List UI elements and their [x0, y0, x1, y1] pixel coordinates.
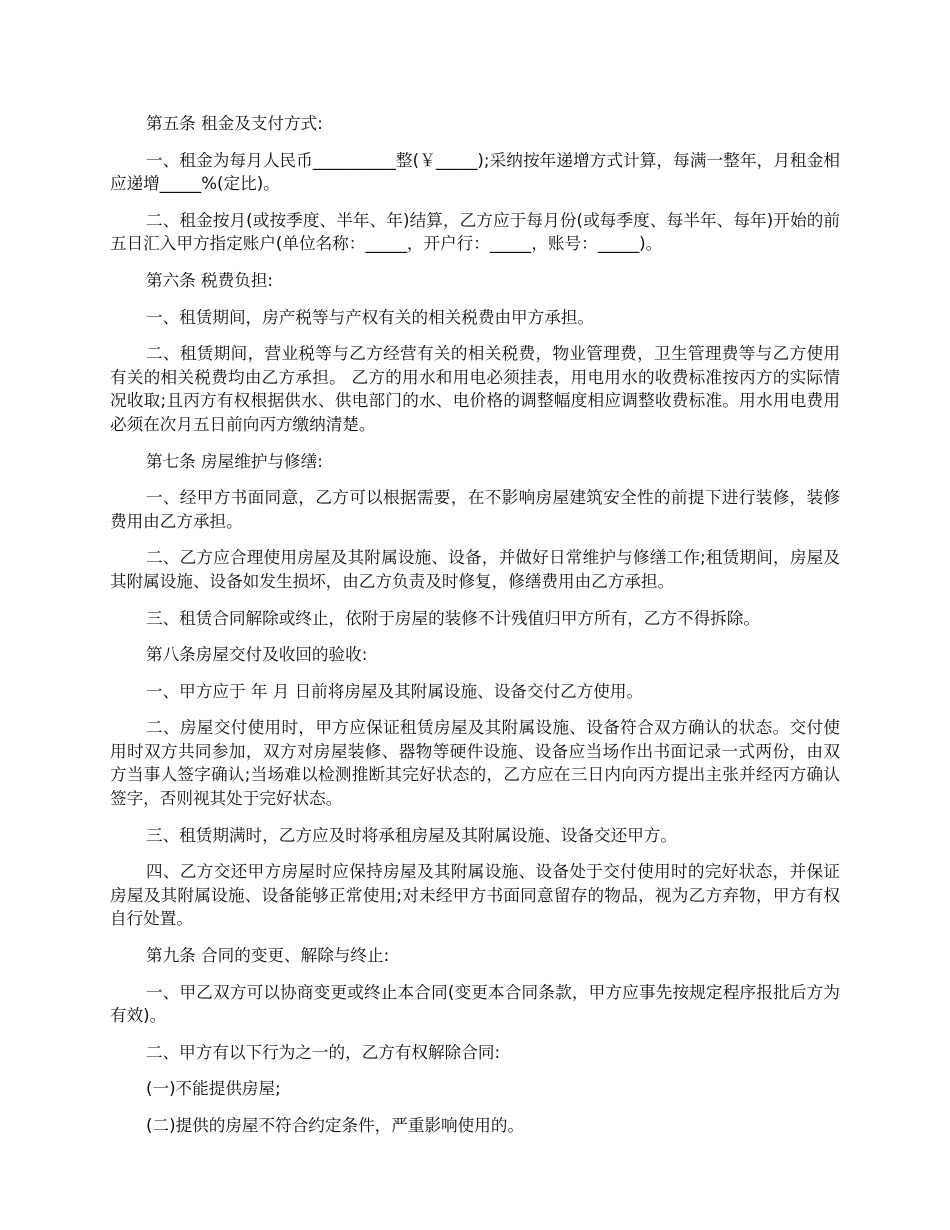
- article-9-item-2: (二)提供的房屋不符合约定条件，严重影响使用的。: [146, 1116, 525, 1135]
- article-9-item-1: (一)不能提供房屋;: [146, 1079, 281, 1099]
- article-6-heading: 第六条 税费负担:: [146, 270, 274, 290]
- article-8-clause-4: 四、乙方交还甲方房屋时应保持房屋及其附属设施、设备处于交付使用时的完好状态，并保证房屋及其附属设施、设备能够正常使用;对未经甲方书面同意留存的物品，视为乙方弃物，甲方有权自行处置。: [110, 862, 840, 929]
- article-5-clause-2: 二、租金按月(或按季度、半年、年)结算，乙方应于每月份(或每季度、每半年、每年)开始的前五日汇入甲方指定账户(单位名称：_____，开户行：_____，账号：_____)。: [110, 210, 840, 254]
- article-8-clause-2: 二、房屋交付使用时，甲方应保证租赁房屋及其附属设施、设备符合双方确认的状态。交付使用时双方共同参加，双方对房屋装修、器物等硬件设施、设备应当场作出书面记录一式两份，由双方当事人签字确认;当场难以检测推断其完好状态的，乙方应在三日内向丙方提出主张并经丙方确认签字，否则视其处于完好状态。: [110, 718, 840, 809]
- article-9-heading: 第九条 合同的变更、解除与终止:: [146, 946, 390, 966]
- article-8-clause-1: 一、甲方应于 年 月 日前将房屋及其附属设施、设备交付乙方使用。: [146, 681, 644, 701]
- article-8-heading: 第八条房屋交付及收回的验收:: [146, 645, 368, 665]
- article-7-clause-1: 一、经甲方书面同意，乙方可以根据需要，在不影响房屋建筑安全性的前提下进行装修，装修费用由乙方承担。: [110, 488, 840, 531]
- article-7-clause-2: 二、乙方应合理使用房屋及其附属设施、设备，并做好日常维护与修缮工作;租赁期间，房屋及其附属设施、设备如发生损坏，由乙方负责及时修复，修缮费用由乙方承担。: [110, 548, 840, 591]
- article-5-clause-1: 一、租金为每月人民币__________整(￥_____);采纳按年递增方式计算，每满一整年，月租金相应递增_____%(定比)。: [110, 150, 840, 194]
- article-7-heading: 第七条 房屋维护与修缮:: [146, 451, 323, 471]
- article-6-clause-1: 一、租赁期间，房产税等与产权有关的相关税费由甲方承担。: [146, 307, 595, 327]
- article-7-clause-3: 三、租赁合同解除或终止，依附于房屋的装修不计残值归甲方所有，乙方不得拆除。: [146, 608, 760, 628]
- article-5-heading: 第五条 租金及支付方式:: [146, 114, 323, 133]
- article-8-clause-3: 三、租赁期满时，乙方应及时将承租房屋及其附属设施、设备交还甲方。: [146, 825, 677, 845]
- document-body: [110, 112, 840, 1151]
- article-9-clause-1: 一、甲乙双方可以协商变更或终止本合同(变更本合同条款，甲方应事先按规定程序报批后方为有效)。: [110, 982, 840, 1026]
- article-9-clause-2: 二、甲方有以下行为之一的，乙方有权解除合同:: [146, 1042, 501, 1062]
- article-6-clause-2: 二、租赁期间，营业税等与乙方经营有关的相关税费，物业管理费，卫生管理费等与乙方使用有关的相关税费均由乙方承担。 乙方的用水和用电必须挂表，用电用水的收费标准按丙方的实际情况收取;且丙方有权根据供水、供电部门的水、电价格的调整幅度相应调整收费标准。用水用电费用必须在次月五日前向丙方缴纳清楚。: [110, 344, 840, 434]
